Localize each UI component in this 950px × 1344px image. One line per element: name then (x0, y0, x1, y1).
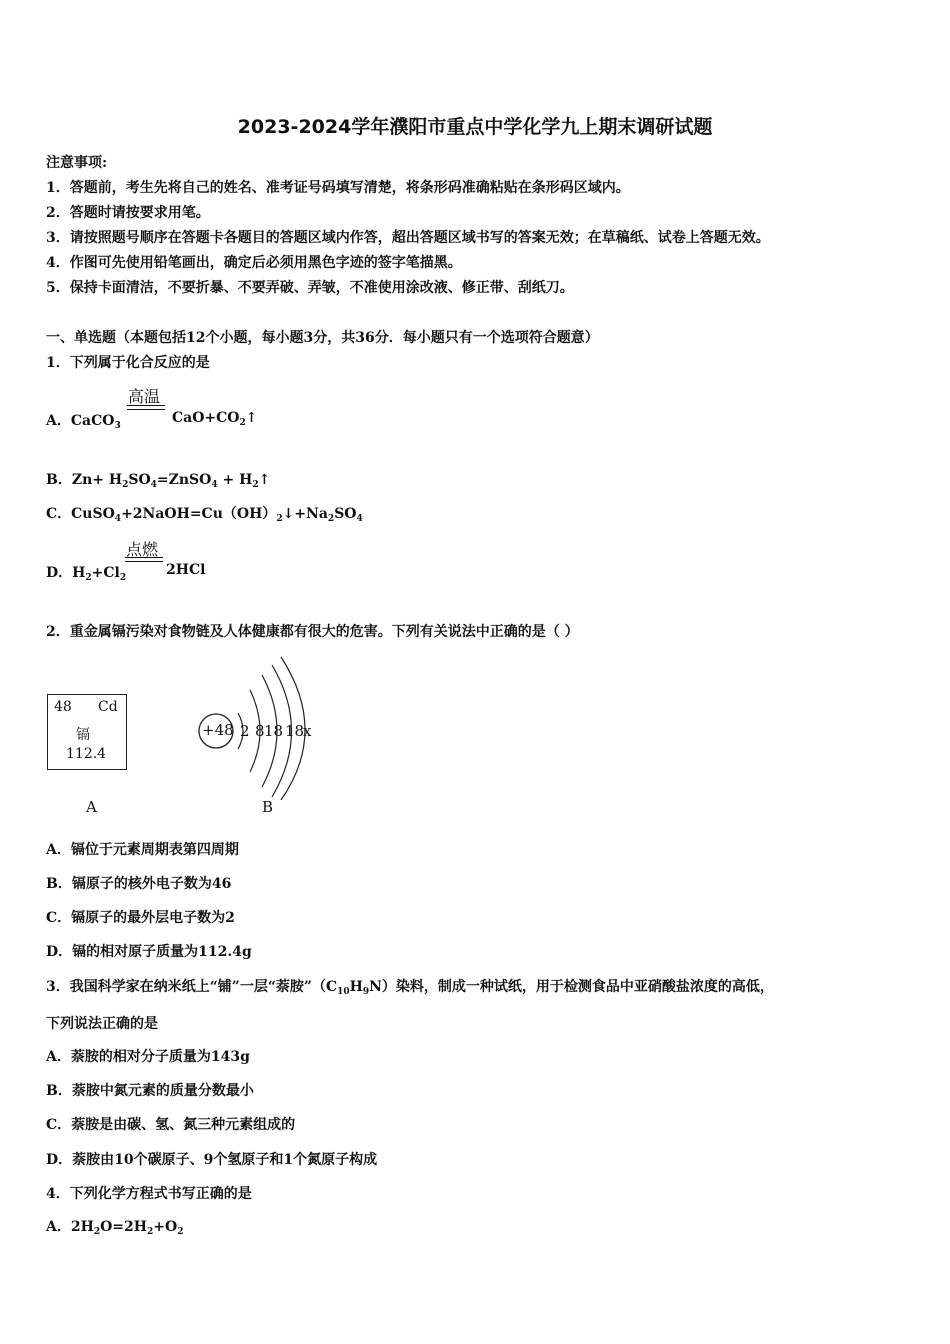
q1-a-condition: 高温 (128, 387, 161, 406)
q1-stem: 1．下列属于化合反应的是 (46, 355, 210, 371)
shell-5-count: x (303, 722, 312, 740)
q3-option-a: A．萘胺的相对分子质量为143g (46, 1049, 250, 1065)
q2-option-b: B．镉原子的核外电子数为46 (46, 876, 232, 892)
shell-3-count: 18 (264, 722, 284, 740)
q1-option-c: C．$CuSO_4+2NaOH=Cu(OH)_2↓+Na_2SO_4$ (46, 506, 363, 524)
q3-option-b: B．萘胺中氮元素的质量分数最小 (46, 1083, 254, 1099)
nucleus-charge: +48 (202, 721, 234, 739)
notice-item-1: 1．答题前，考生先将自己的姓名、准考证号码填写清楚，将条形码准确粘贴在条形码区域内。 (46, 180, 630, 196)
notice-heading: 注意事项: (46, 155, 108, 171)
atomic-mass: 112.4 (66, 746, 107, 762)
q2-option-c: C．镉原子的最外层电子数为2 (46, 910, 235, 926)
q1-option-a-products: $CaO+CO_2↑$ (172, 410, 258, 428)
element-card (47, 694, 127, 770)
figure-label-a: A (86, 798, 97, 816)
q1-option-d-product: 2HCl (166, 562, 206, 578)
notice-item-5: 5．保持卡面清洁，不要折暴、不要弄破、弄皱，不准使用涂改液、修正带、刮纸刀。 (46, 280, 574, 296)
q4-stem: 4．下列化学方程式书写正确的是 (46, 1186, 252, 1202)
q3-stem: 3．我国科学家在纳米纸上“铺”一层“萘胺$”(C_{10}H_9N)$染料，制成一种试纸，用于检测食品中亚硝酸盐浓度的高低， (46, 979, 774, 997)
notice-item-2: 2．答题时请按要求用笔。 (46, 205, 210, 221)
q1-d-condition: 点燃 (126, 540, 159, 559)
q1-option-a: A．CaCO$_3$ (46, 413, 121, 431)
q1-option-b: B．$Zn+ H_2SO_4=ZnSO_4$ + $H_2↑$ (46, 472, 271, 490)
q4-option-a: A．$2H_2O=2H_2+O_2$ (46, 1219, 184, 1237)
page-title: 2023-2024学年濮阳市重点中学化学九上期末调研试题 (237, 116, 713, 138)
notice-item-4: 4．作图可先使用铅笔画出，确定后必须用黑色字迹的签字笔描黑。 (46, 255, 462, 271)
figure-label-b: B (262, 798, 274, 816)
equals-sign (125, 557, 163, 562)
q2-option-a: A．镉位于元素周期表第四周期 (46, 842, 239, 858)
q3-stem-line-2: 下列说法正确的是 (46, 1016, 158, 1032)
element-symbol: Cd (98, 699, 118, 715)
q3-option-c: C．萘胺是由碳、氢、氮三种元素组成的 (46, 1117, 296, 1133)
q2-stem: 2．重金属镉污染对食物链及人体健康都有很大的危害。下列有关说法中正确的是（ ） (46, 624, 579, 640)
q1-option-d: D．$H_2+Cl_2$ (46, 565, 127, 583)
shell-2-count: 8 (255, 722, 265, 740)
shell-4-count: 18 (285, 722, 305, 740)
q3-option-d: D．萘胺由10个碳原子、9个氢原子和1个氮原子构成 (46, 1152, 378, 1168)
equals-sign (127, 405, 165, 410)
notice-item-3: 3．请按照题号顺序在答题卡各题目的答题区域内作答，超出答题区域书写的答案无效；在草稿纸、试卷上答题无效。 (46, 230, 770, 246)
shell-1-count: 2 (240, 722, 250, 740)
q2-option-d: D．镉的相对原子质量为112.4g (46, 944, 252, 960)
section-heading: 一、单选题（本题包括12个小题，每小题3分，共36分．每小题只有一个选项符合题意） (46, 330, 599, 346)
atomic-number: 48 (54, 699, 72, 715)
element-name: 镉 (76, 727, 90, 743)
